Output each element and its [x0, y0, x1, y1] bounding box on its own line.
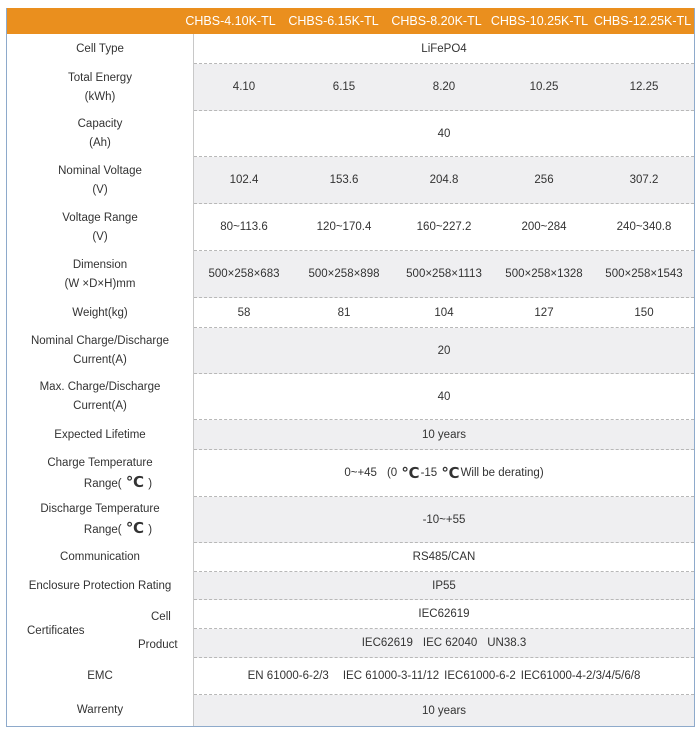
table-row	[7, 695, 694, 726]
row-value: IP55	[432, 579, 456, 592]
column-divider	[193, 34, 194, 726]
cell-value: 80~113.6	[220, 221, 268, 233]
cell-value: 104	[434, 306, 454, 319]
table-row	[7, 204, 694, 251]
celsius-icon: ℃	[441, 465, 460, 482]
row-label: Voltage Range	[62, 211, 138, 224]
cell-value: 102.4	[229, 174, 259, 186]
cert-item: IEC62619	[361, 637, 413, 649]
cell-value: 8.20	[432, 81, 456, 93]
row-value: RS485/CAN	[412, 551, 476, 563]
row-value: IEC62619	[418, 608, 470, 620]
celsius-icon: ℃	[125, 473, 145, 491]
row-label: Capacity	[77, 118, 123, 130]
cert-item: UN38.3	[487, 637, 527, 649]
table-row	[7, 251, 694, 298]
row-label: Expected Lifetime	[54, 428, 146, 441]
table-row	[7, 374, 694, 420]
row-value: 10 years	[421, 428, 467, 441]
cell-value: 240~340.8	[616, 221, 672, 233]
row-value: 10 years	[421, 704, 467, 717]
row-label: Discharge Temperature	[40, 503, 160, 515]
derating-start: (0	[386, 467, 398, 479]
cell-value: 160~227.2	[416, 221, 472, 233]
row-value: 40	[437, 390, 451, 403]
row-label: Weight(kg)	[72, 306, 128, 319]
row-value	[194, 629, 694, 657]
row-unit-prefix: Range(	[83, 477, 122, 490]
cell-value: 500×258×1113	[406, 268, 482, 280]
row-unit: (V)	[92, 183, 108, 196]
cell-value: 120~170.4	[316, 221, 372, 233]
spec-table	[6, 8, 695, 727]
row-sublabel: Cell	[151, 611, 171, 623]
row-unit: Current(A)	[73, 400, 127, 412]
cell-value: 256	[534, 174, 554, 186]
row-label: EMC	[87, 670, 113, 682]
cert-item: IEC 62040	[422, 637, 478, 649]
table-row	[7, 543, 694, 572]
row-value: -10~+55	[422, 513, 466, 526]
table-row	[7, 450, 694, 497]
row-value	[194, 658, 694, 694]
row-unit-suffix: )	[148, 524, 153, 536]
row-unit: (Ah)	[89, 137, 111, 149]
row-value: 20	[437, 344, 451, 357]
cell-value: 500×258×683	[208, 268, 280, 280]
row-value	[194, 450, 694, 496]
table-row	[7, 34, 694, 64]
emc-item: IEC 61000-3-11/12	[342, 670, 440, 682]
row-label: Dimension	[72, 258, 128, 271]
row-label: Certificates	[27, 625, 85, 637]
row-unit: (W ×D×H)mm	[64, 277, 136, 290]
celsius-icon: ℃	[125, 520, 145, 537]
table-row	[7, 572, 694, 600]
celsius-icon: ℃	[401, 465, 420, 482]
row-label: Enclosure Protection Rating	[28, 579, 172, 592]
model-header: CHBS-6.15K-TL	[288, 14, 379, 28]
derating-end: -15	[420, 467, 438, 479]
table-row	[7, 328, 694, 374]
table-row	[7, 497, 694, 543]
cell-value: 81	[337, 306, 351, 319]
emc-item: IEC61000-4-2/3/4/5/6/8	[520, 670, 641, 682]
row-unit: (kWh)	[84, 90, 116, 103]
cell-value: 500×258×1543	[605, 268, 683, 280]
cell-value: 153.6	[329, 174, 359, 186]
table-row	[7, 64, 694, 111]
cell-value: 12.25	[629, 81, 659, 93]
table-row	[7, 420, 694, 450]
cell-value: 58	[237, 306, 251, 319]
row-label: Max. Charge/Discharge	[39, 381, 161, 393]
model-header: CHBS-12.25K-TL	[593, 14, 692, 28]
row-label: Total Energy	[68, 71, 132, 84]
row-label: Nominal Voltage	[58, 164, 142, 177]
table-row	[7, 157, 694, 204]
cell-value: 204.8	[429, 174, 459, 186]
row-unit-prefix: Range(	[83, 524, 122, 536]
cell-value: 10.25	[529, 81, 559, 93]
row-unit-suffix: )	[148, 477, 153, 490]
table-row-cert-product	[7, 629, 694, 658]
table-header	[7, 8, 694, 34]
derating-note: Will be derating)	[460, 467, 544, 479]
row-unit: Current(A)	[73, 354, 127, 366]
cell-value: 200~284	[521, 221, 567, 233]
emc-item: IEC61000-6-2	[444, 670, 516, 682]
row-label: Nominal Charge/Discharge	[30, 335, 170, 347]
table-row	[7, 658, 694, 695]
emc-item: EN 61000-6-2/3	[247, 670, 329, 682]
row-value: 40	[437, 127, 451, 140]
row-value: LiFePO4	[421, 42, 467, 55]
table-row-cert-cell	[7, 600, 694, 629]
cell-value: 127	[534, 306, 554, 319]
cell-value: 150	[634, 306, 654, 319]
row-sublabel: Product	[138, 639, 178, 651]
cell-value: 6.15	[332, 81, 356, 93]
cell-value: 307.2	[629, 174, 659, 186]
row-unit: (V)	[92, 230, 108, 243]
model-header: CHBS-4.10K-TL	[185, 14, 276, 28]
cell-value: 500×258×1328	[505, 268, 583, 280]
row-label: Communication	[60, 551, 140, 563]
row-label: Charge Temperature	[47, 456, 153, 469]
model-header: CHBS-8.20K-TL	[391, 14, 482, 28]
temp-range: 0~+45	[344, 467, 377, 479]
row-label: Cell Type	[76, 42, 124, 55]
cell-value: 500×258×898	[308, 268, 380, 280]
table-row	[7, 298, 694, 328]
model-header: CHBS-10.25K-TL	[490, 14, 589, 28]
row-label: Warrenty	[76, 704, 124, 716]
cell-value: 4.10	[232, 81, 256, 93]
table-row	[7, 111, 694, 157]
